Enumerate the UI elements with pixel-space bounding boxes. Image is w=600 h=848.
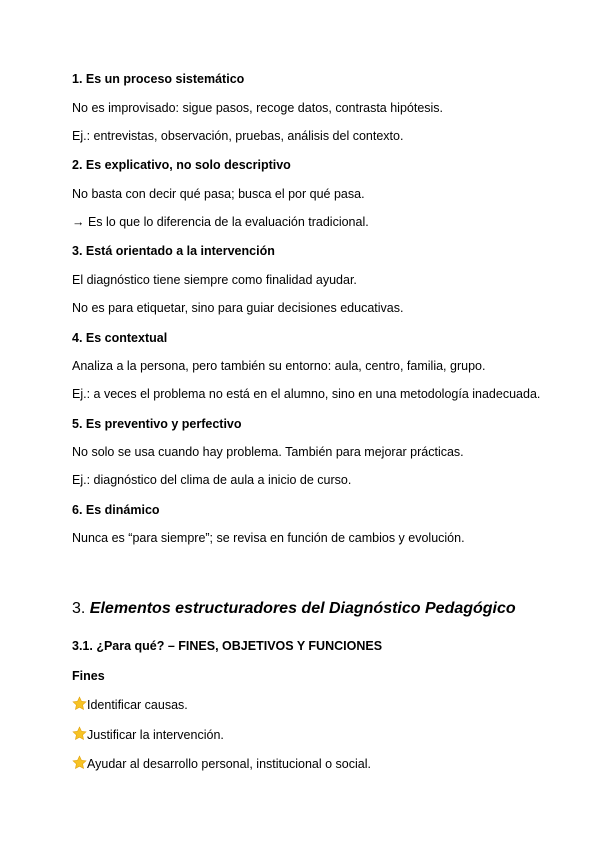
section-3-number: 3. bbox=[72, 600, 86, 617]
fines-label: Fines bbox=[72, 669, 105, 683]
star-icon bbox=[72, 726, 87, 741]
paragraph: Ej.: entrevistas, observación, pruebas, análisis del contexto. bbox=[72, 129, 404, 143]
paragraph: El diagnóstico tiene siempre como finalidad ayudar. bbox=[72, 273, 357, 287]
paragraph: No solo se usa cuando hay problema. También para mejorar prácticas. bbox=[72, 445, 464, 459]
paragraph: Ej.: diagnóstico del clima de aula a inicio de curso. bbox=[72, 473, 352, 487]
paragraph: Analiza a la persona, pero también su entorno: aula, centro, familia, grupo. bbox=[72, 359, 486, 373]
heading-4: 4. Es contextual bbox=[72, 331, 168, 345]
paragraph: Ej.: a veces el problema no está en el alumno, sino en una metodología inadecuada. bbox=[72, 387, 541, 401]
star-icon bbox=[72, 755, 87, 770]
subsection-3-1-heading: 3.1. ¿Para qué? – FINES, OBJETIVOS Y FUNCIONES bbox=[72, 639, 383, 653]
heading-3: 3. Está orientado a la intervención bbox=[72, 244, 275, 258]
paragraph: No es improvisado: sigue pasos, recoge datos, contrasta hipótesis. bbox=[72, 101, 444, 115]
star-icon bbox=[72, 696, 87, 711]
section-3-title: Elementos estructuradores del Diagnóstico Pedagógico bbox=[89, 600, 516, 617]
section-3-heading bbox=[72, 599, 516, 619]
paragraph: Nunca es “para siempre”; se revisa en función de cambios y evolución. bbox=[72, 531, 465, 545]
paragraph: No basta con decir qué pasa; busca el por qué pasa. bbox=[72, 187, 365, 201]
heading-6: 6. Es dinámico bbox=[72, 503, 160, 517]
list-item-text: Identificar causas. bbox=[87, 698, 188, 712]
list-item bbox=[72, 726, 224, 743]
heading-2: 2. Es explicativo, no solo descriptivo bbox=[72, 158, 291, 172]
list-item bbox=[72, 755, 371, 772]
list-item bbox=[72, 696, 188, 713]
heading-5: 5. Es preventivo y perfectivo bbox=[72, 417, 242, 431]
list-item-text: Justificar la intervención. bbox=[87, 728, 224, 742]
list-item-text: Ayudar al desarrollo personal, institucional o social. bbox=[87, 757, 371, 771]
paragraph: No es para etiquetar, sino para guiar decisiones educativas. bbox=[72, 301, 404, 315]
paragraph: → Es lo que lo diferencia de la evaluación tradicional. bbox=[72, 215, 369, 229]
heading-1: 1. Es un proceso sistemático bbox=[72, 72, 245, 86]
